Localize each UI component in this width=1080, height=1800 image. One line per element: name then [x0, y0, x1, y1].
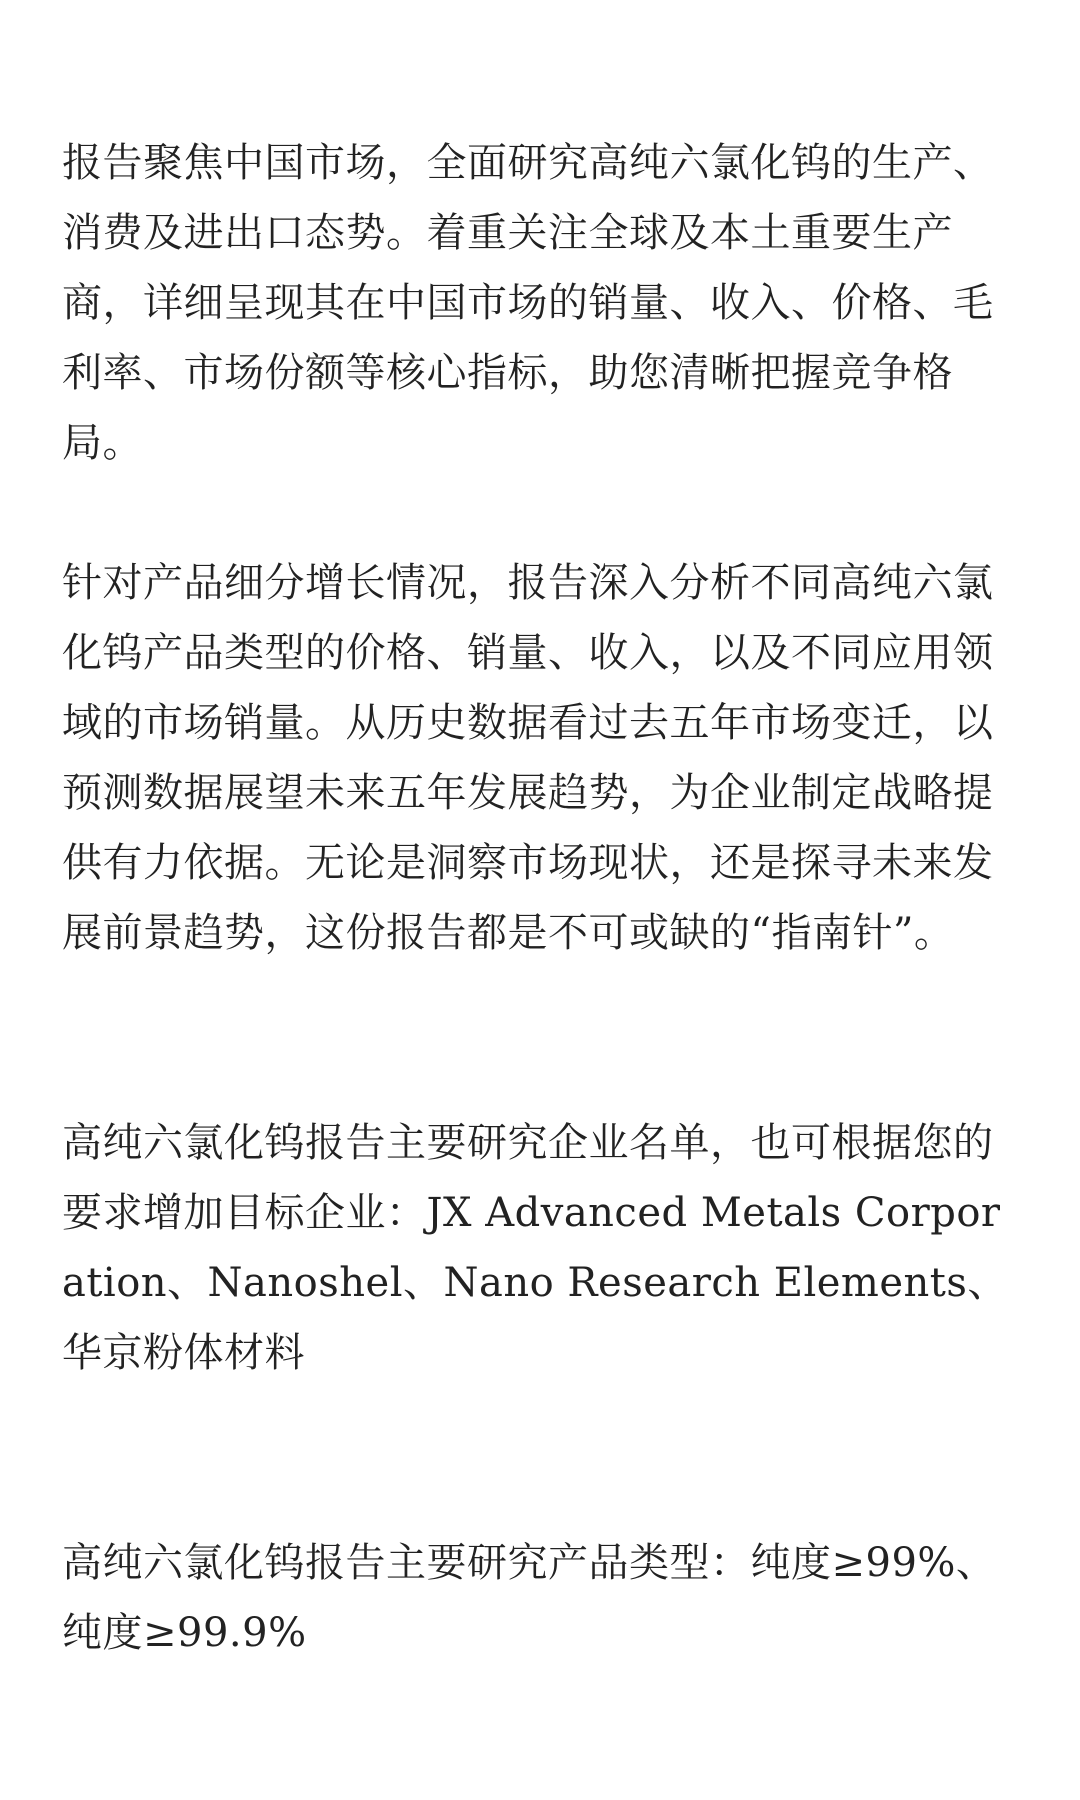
intro-paragraph: 报告聚焦中国市场，全面研究高纯六氯化钨的生产、消费及进出口态势。着重关注全球及本土重要生产商，详细呈现其在中国市场的销量、收入、价格、毛利率、市场份额等核心指标，助您清晰把握竞争格局。 [62, 140, 994, 466]
product-types-paragraph: 高纯六氯化钨报告主要研究产品类型：纯度≥99%、纯度≥99.9% [62, 1540, 997, 1656]
companies-paragraph: 高纯六氯化钨报告主要研究企业名单，也可根据您的要求增加目标企业：JX Advanced Metals Corporation、Nanoshel、Nano Research Elements、华京粉体材料 [62, 1120, 1008, 1376]
segment-analysis-paragraph: 针对产品细分增长情况，报告深入分析不同高纯六氯化钨产品类型的价格、销量、收入，以及不同应用领域的市场销量。从历史数据看过去五年市场变迁，以预测数据展望未来五年发展趋势，为企业制定战略提供有力依据。无论是洞察市场现状，还是探寻未来发展前景趋势，这份报告都是不可或缺的“指南针”。 [62, 560, 994, 956]
